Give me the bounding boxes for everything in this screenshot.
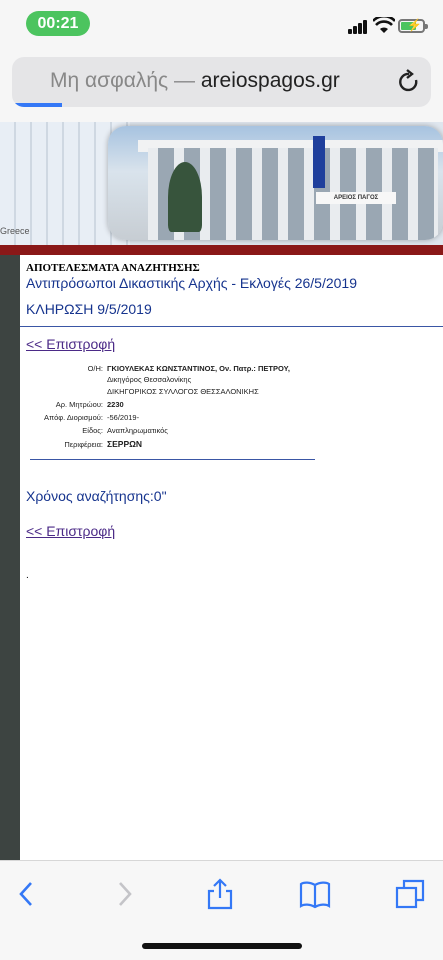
name-label: Ο/Η: bbox=[87, 364, 103, 373]
status-bar bbox=[0, 0, 443, 50]
address-bar[interactable] bbox=[12, 57, 431, 107]
tree-image bbox=[168, 162, 202, 232]
decision-label: Απόφ. Διορισμού: bbox=[43, 413, 103, 422]
registry-value: 2230 bbox=[107, 400, 124, 409]
profession-value: Δικηγόρος Θεσσαλονίκης bbox=[107, 375, 192, 384]
bookmarks-icon[interactable] bbox=[299, 878, 331, 910]
insecure-label: Μη ασφαλής — bbox=[50, 69, 196, 92]
eu-flag-image bbox=[313, 136, 325, 188]
status-time[interactable]: 00:21 bbox=[26, 11, 90, 36]
cellular-signal-icon bbox=[348, 20, 368, 34]
chevron-left-icon[interactable] bbox=[11, 878, 43, 910]
home-indicator[interactable] bbox=[142, 943, 302, 949]
url-text[interactable] bbox=[50, 69, 340, 93]
left-sidebar-stripe bbox=[0, 255, 20, 860]
name-value: ΓΚΙΟΥΛΕΚΑΣ ΚΩΝΣΤΑΝΤΙΝΟΣ, Ον. Πατρ.: ΠΕΤΡΟΥ, bbox=[107, 364, 290, 373]
divider bbox=[30, 459, 315, 460]
decision-value: -56/2019- bbox=[107, 413, 140, 422]
page-load-progress bbox=[12, 103, 62, 107]
type-label: Είδος: bbox=[82, 426, 103, 435]
reload-icon[interactable] bbox=[396, 68, 422, 96]
results-title: ΑΠΟΤΕΛΕΣΜΑΤΑ ΑΝΑΖΗΤΗΣΗΣ bbox=[26, 262, 200, 274]
building-sign: ΑΡΕΙΟΣ ΠΑΓΟΣ bbox=[316, 192, 396, 204]
banner-region-text: Greece bbox=[0, 226, 30, 236]
divider bbox=[20, 326, 443, 327]
site-banner bbox=[0, 122, 443, 245]
back-link-top[interactable]: << Επιστροφή bbox=[26, 336, 116, 352]
region-label: Περιφέρεια: bbox=[64, 440, 103, 449]
chevron-right-icon[interactable] bbox=[108, 878, 140, 910]
registry-label: Αρ. Μητρώου: bbox=[55, 400, 103, 409]
trailing-text: . bbox=[26, 570, 29, 581]
association-value: ΔΙΚΗΓΟΡΙΚΟΣ ΣΥΛΛΟΓΟΣ ΘΕΣΣΑΛΟΝΙΚΗΣ bbox=[107, 387, 259, 396]
page-subtitle: Αντιπρόσωποι Δικαστικής Αρχής - Εκλογές 26/5/2019 bbox=[26, 275, 357, 291]
search-time: Χρόνος αναζήτησης:0" bbox=[26, 488, 167, 504]
draw-title: ΚΛΗΡΩΣΗ 9/5/2019 bbox=[26, 301, 152, 317]
wifi-icon bbox=[373, 17, 395, 35]
region-value: ΣΕΡΡΩΝ bbox=[107, 439, 143, 449]
url-domain: areiospagos.gr bbox=[200, 69, 340, 92]
main-content bbox=[20, 255, 443, 860]
building-photo bbox=[108, 126, 443, 240]
back-link-bottom[interactable]: << Επιστροφή bbox=[26, 523, 116, 539]
type-value: Αναπληρωματικός bbox=[107, 426, 168, 435]
battery-icon: ⚡ bbox=[398, 19, 425, 33]
share-icon[interactable] bbox=[204, 878, 236, 910]
banner-divider bbox=[0, 245, 443, 255]
tabs-icon[interactable] bbox=[394, 878, 426, 910]
